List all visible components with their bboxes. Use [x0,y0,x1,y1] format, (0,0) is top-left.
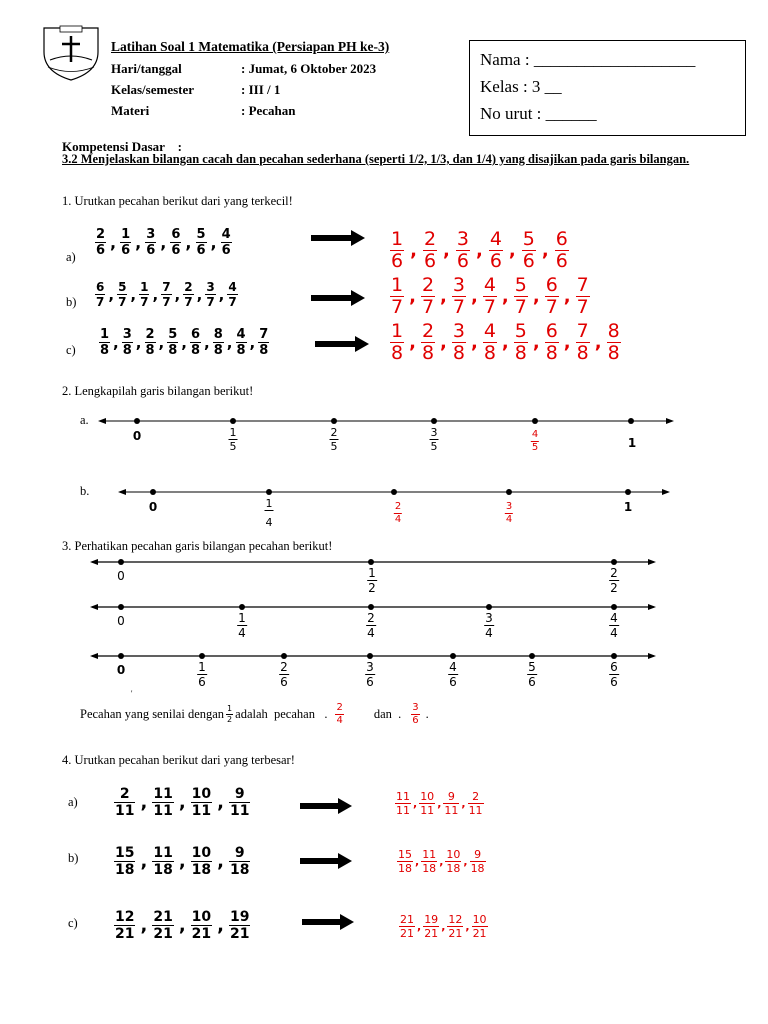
fraction: $\frac{1}{8}$ [100,327,110,358]
comma-separator: , [441,920,446,933]
comma-separator: , [541,240,549,261]
q3-statement: Pecahan yang senilai dengan $\frac{1}{2}$ adalah pecahan . $\frac{2}{4}$ dan . $\frac{3}{6}$ . [80,702,429,726]
comma-separator: , [196,285,203,304]
question-1-text: 1. Urutkan pecahan berikut dari yang terkecil! [62,194,293,208]
tick-fraction: $\frac{1}{6}$ [198,660,206,689]
fraction: $\frac{5}{8}$ [168,327,178,358]
header-label-material: Materi [111,103,150,118]
fraction: $\frac{8}{8}$ [607,320,620,364]
q1-label-b: b) [66,295,77,309]
q4c-given-fractions [112,910,252,941]
q4c-answer-fractions [398,914,489,939]
fraction: $\frac{5}{7}$ [118,280,127,309]
comma-separator: , [475,240,483,261]
comma-separator: , [160,233,167,252]
q2-label-a: a. [80,413,89,427]
tick-label: 0 [148,500,158,514]
fraction: $\frac{6}{7}$ [96,280,105,309]
q4-label-b: b) [68,851,79,865]
comma-separator: , [249,333,256,352]
fraction: $\frac{11}{11}$ [153,786,173,819]
comma-separator: , [158,333,165,352]
comma-separator: , [413,797,418,810]
comma-separator: , [532,332,540,353]
tick-label: 1 [627,436,637,450]
tick-fraction: $\frac{1}{4}$ [265,497,273,529]
fraction: $\frac{10}{18}$ [191,845,212,878]
fraction: $\frac{6}{8}$ [191,327,201,358]
comma-separator: , [210,233,217,252]
fraction: $\frac{7}{7}$ [162,280,171,309]
fraction: $\frac{2}{6}$ [423,228,437,272]
fraction: $\frac{3}{8}$ [452,320,465,364]
fraction: $\frac{1}{7}$ [391,274,404,318]
fraction: $\frac{3}{7}$ [206,280,215,309]
tick-fraction-answer: $\frac{3}{4}$ [505,501,513,525]
tick-fraction: $\frac{2}{2}$ [610,566,618,595]
kompetensi-label: Kompetensi Dasar : [62,139,183,154]
q4b-given-fractions [112,846,252,877]
q4b-answer-fractions [396,849,487,874]
fraction: $\frac{6}{8}$ [545,320,558,364]
comma-separator: , [437,797,442,810]
fraction: $\frac{10}{11}$ [191,786,212,819]
arrow-icon [302,914,354,935]
fraction: $\frac{2}{7}$ [421,274,435,318]
fraction: $\frac{12}{21}$ [115,909,135,942]
comma-separator: , [152,285,159,304]
kompetensi-text: 3.2 Menjelaskan bilangan cacah dan pecahan sederhana (seperti 1/2, 1/3, dan 1/4) yang disajikan pada garis bilangan. [62,152,690,166]
tick-fraction: $\frac{4}{6}$ [449,660,457,689]
comma-separator: , [501,332,509,353]
comma-separator: , [439,855,444,868]
fraction: $\frac{5}{7}$ [514,274,527,318]
comma-separator: , [217,915,224,936]
fraction: $\frac{9}{18}$ [470,848,485,875]
tick-fraction: $\frac{5}{6}$ [528,660,536,689]
fraction: $\frac{19}{21}$ [229,909,250,942]
comma-separator: , [594,332,602,353]
q4-label-a: a) [68,795,78,809]
comma-separator: , [440,286,447,307]
comma-separator: , [181,333,187,352]
fraction: $\frac{7}{8}$ [576,320,589,364]
fraction: $\frac{4}{7}$ [483,274,496,318]
question-3-text: 3. Perhatikan pecahan garis bilangan pecahan berikut! [62,539,333,553]
comma-separator: , [463,855,468,868]
comma-separator: , [135,233,142,252]
comma-separator: , [108,285,115,304]
fraction: $\frac{2}{11}$ [115,786,135,819]
comma-separator: , [140,915,148,936]
q3-answer-2: $\frac{3}{6}$ [412,702,419,726]
fraction: $\frac{5}{6}$ [196,227,206,258]
fraction: $\frac{4}{6}$ [221,227,231,258]
comma-separator: , [409,286,416,307]
fraction: $\frac{9}{11}$ [444,790,459,817]
q4a-answer-fractions [394,791,485,816]
tick-fraction: $\frac{1}{5}$ [229,426,237,453]
name-field[interactable]: Nama : ___________________ [480,50,696,69]
fraction: $\frac{10}{21}$ [191,909,212,942]
tick-fraction: $\frac{1}{4}$ [238,611,246,640]
tick-fraction-answer: $\frac{2}{4}$ [394,501,402,525]
comma-separator: , [218,285,225,304]
fraction: $\frac{6}{6}$ [555,228,568,272]
fraction: $\frac{6}{6}$ [171,227,181,258]
arrow-icon [300,798,352,819]
comma-separator: , [178,792,186,813]
tick-label: 0 [117,569,125,583]
comma-separator: , [174,285,181,304]
comma-separator: , [417,920,422,933]
comma-separator: , [113,333,119,352]
comma-separator: , [140,851,148,872]
fraction: $\frac{9}{18}$ [229,845,250,878]
fraction: $\frac{11}{11}$ [396,790,410,817]
question-2-text: 2. Lengkapilah garis bilangan berikut! [62,384,254,398]
fraction: $\frac{3}{6}$ [456,228,469,272]
worksheet-title: Latihan Soal 1 Matematika (Persiapan PH ke-3) [111,39,390,54]
tick-fraction: $\frac{1}{2}$ [368,566,376,595]
fraction: $\frac{9}{11}$ [229,786,250,819]
tick-fraction: $\frac{2}{6}$ [280,660,288,689]
fraction: $\frac{5}{6}$ [522,228,535,272]
fraction: $\frac{5}{8}$ [514,320,527,364]
fraction: $\frac{1}{6}$ [391,228,404,272]
comma-separator: , [563,332,571,353]
fraction: $\frac{15}{18}$ [398,848,412,875]
comma-separator: , [470,286,478,307]
comma-separator: , [461,797,466,810]
fraction: $\frac{11}{18}$ [422,848,437,875]
number-field[interactable]: No urut : ______ [480,104,597,123]
fraction: $\frac{7}{8}$ [259,327,269,358]
fraction: $\frac{1}{8}$ [391,320,404,364]
fraction: $\frac{2}{11}$ [468,790,483,817]
comma-separator: , [135,333,142,352]
comma-separator: , [178,915,186,936]
tick-fraction: $\frac{6}{6}$ [610,660,618,689]
tick-fraction: $\frac{2}{5}$ [330,426,338,453]
fraction: $\frac{4}{8}$ [483,320,496,364]
comma-separator: , [470,332,478,353]
fraction: $\frac{10}{21}$ [472,913,487,940]
comma-separator: , [130,285,137,304]
comma-separator: , [409,332,416,353]
arrow-icon [300,853,352,874]
tick-fraction-answer: $\frac{4}{5}$ [531,429,539,453]
comma-separator: , [443,240,450,261]
fraction: $\frac{1}{7}$ [140,280,149,309]
q4a-given-fractions [112,787,252,818]
question-4-text: 4. Urutkan pecahan berikut dari yang terbesar! [62,753,295,767]
q3-answer-1: $\frac{2}{4}$ [336,702,343,726]
header-value-material: : Pecahan [241,103,296,118]
tick-label: 0 [132,429,142,443]
fraction: $\frac{4}{7}$ [228,280,237,309]
fraction: $\frac{15}{18}$ [115,845,135,878]
fraction: $\frac{7}{7}$ [576,274,589,318]
comma-separator: , [415,855,420,868]
comma-separator: , [226,333,233,352]
tick-fraction: $\frac{4}{4}$ [610,611,618,640]
tick-fraction: $\frac{3}{5}$ [430,426,438,453]
comma-separator: , [410,240,417,261]
tick-fraction: $\frac{2}{4}$ [367,611,375,640]
comma-separator: , [217,851,224,872]
fraction: $\frac{10}{18}$ [446,848,461,875]
q1-label-a: a) [66,250,76,264]
tick-label: 0 [117,614,125,628]
comma-separator: , [508,240,516,261]
comma-separator: , [110,233,117,252]
comma-separator: , [217,792,224,813]
comma-separator: , [501,286,509,307]
tick-mark: ' [131,689,133,698]
header-value-class: : III / 1 [241,82,281,97]
fraction: $\frac{21}{21}$ [400,913,414,940]
fraction: $\frac{19}{21}$ [424,913,439,940]
comma-separator: , [465,920,470,933]
fraction: $\frac{10}{11}$ [420,790,435,817]
fraction: $\frac{8}{8}$ [213,327,223,358]
half-fraction: $\frac{1}{2}$ [227,704,233,724]
fraction: $\frac{3}{7}$ [452,274,465,318]
header-label-class: Kelas/semester [111,82,195,97]
fraction: $\frac{12}{21}$ [448,913,463,940]
header-value-date: : Jumat, 6 Oktober 2023 [241,61,377,76]
fraction: $\frac{2}{6}$ [96,227,106,258]
comma-separator: , [204,333,210,352]
fraction: $\frac{4}{8}$ [236,327,246,358]
comma-separator: , [563,286,571,307]
fraction: $\frac{11}{18}$ [153,845,173,878]
comma-separator: , [178,851,186,872]
tick-fraction: $\frac{3}{4}$ [485,611,493,640]
tick-fraction: $\frac{3}{6}$ [366,660,374,689]
comma-separator: , [185,233,192,252]
q1-label-c: c) [66,343,76,357]
fraction: $\frac{2}{8}$ [421,320,435,364]
fraction: $\frac{1}{6}$ [121,227,131,258]
comma-separator: , [532,286,540,307]
header-label-date: Hari/tanggal [111,61,182,76]
fraction: $\frac{3}{8}$ [122,327,132,358]
fraction: $\frac{6}{7}$ [545,274,558,318]
q4-label-c: c) [68,916,78,930]
fraction: $\frac{3}{6}$ [146,227,156,258]
comma-separator: , [140,792,148,813]
fraction: $\frac{2}{8}$ [145,327,155,358]
comma-separator: , [440,332,447,353]
q2-label-b: b. [80,484,90,498]
tick-label: 0 [116,663,126,677]
tick-label: 1 [623,500,633,514]
fraction: $\frac{21}{21}$ [153,909,173,942]
class-field[interactable]: Kelas : 3 __ [480,77,562,96]
fraction: $\frac{2}{7}$ [184,280,193,309]
fraction: $\frac{4}{6}$ [489,228,502,272]
